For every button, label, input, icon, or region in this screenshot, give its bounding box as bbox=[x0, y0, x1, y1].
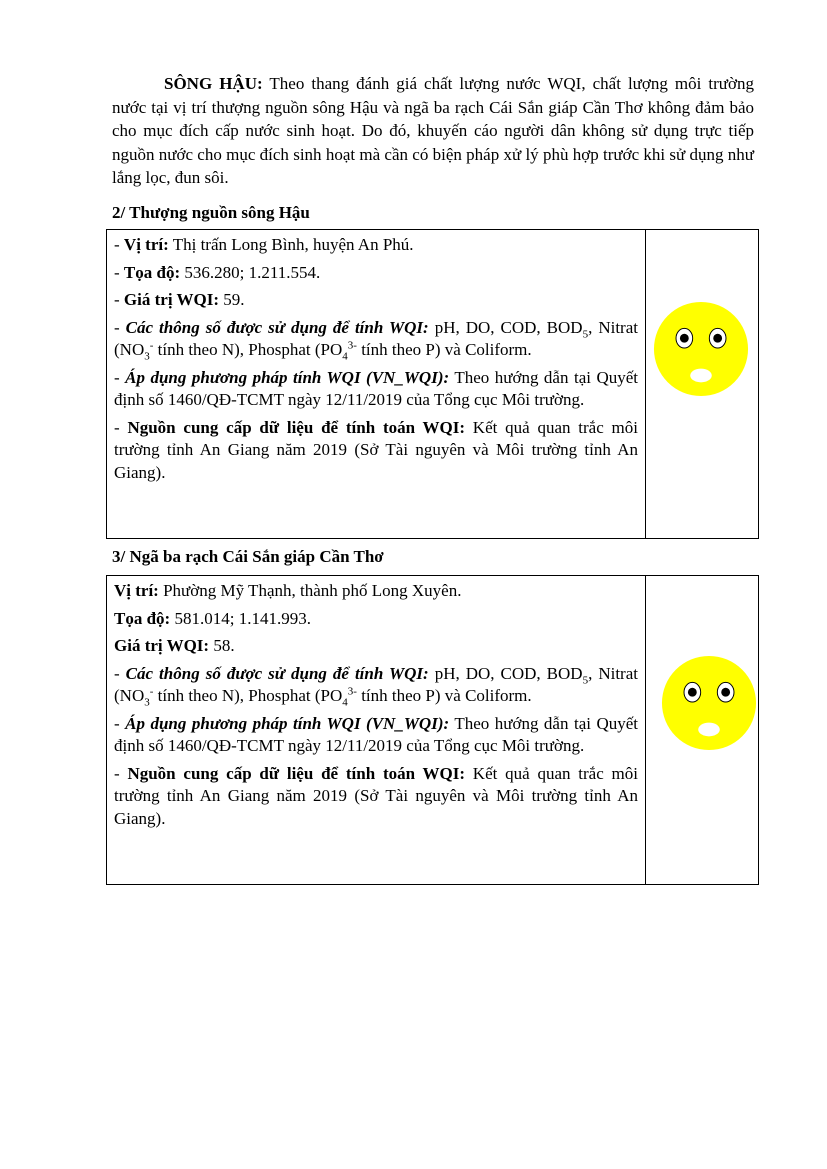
intro-paragraph bbox=[112, 72, 754, 190]
face-cell bbox=[646, 230, 758, 538]
method-label: Áp dụng phương pháp tính WQI (VN_WQI): bbox=[125, 367, 450, 387]
source-label: Nguồn cung cấp dữ liệu để tính toán WQI: bbox=[127, 417, 466, 437]
location-value: Phường Mỹ Thạnh, thành phố Long Xuyên. bbox=[158, 581, 462, 600]
method-value: Theo hướng dẫn tại Quyết định số 1460/QĐ-TCMT ngày 12/11/2019 của Tổng cục Môi trường. bbox=[114, 713, 638, 755]
source-value: Kết quả quan trắc môi trường tỉnh An Giang năm 2019 (Sở Tài nguyên và Môi trường tỉnh An Giang). bbox=[114, 763, 638, 828]
parameters-label: Các thông số được sử dụng để tính WQI: bbox=[125, 317, 429, 337]
source-value: Kết quả quan trắc môi trường tỉnh An Giang năm 2019 (Sở Tài nguyên và Môi trường tỉnh An Giang). bbox=[114, 417, 638, 482]
method-label: Áp dụng phương pháp tính WQI (VN_WQI): bbox=[125, 713, 450, 733]
location-label: Vị trí: bbox=[123, 235, 169, 254]
section-heading-upstream: 2/ Thượng nguồn sông Hậu bbox=[112, 203, 310, 222]
station-info bbox=[107, 230, 646, 538]
location-value: Thị trấn Long Bình, huyện An Phú. bbox=[168, 235, 414, 254]
method-value: Theo hướng dẫn tại Quyết định số 1460/QĐ-TCMT ngày 12/11/2019 của Tổng cục Môi trường. bbox=[114, 367, 638, 409]
surprised-face-icon bbox=[652, 300, 750, 398]
wqi-label: Giá trị WQI: bbox=[123, 290, 219, 309]
wqi-label: Giá trị WQI: bbox=[114, 636, 210, 655]
wqi-line: - Giá trị WQI: 59. bbox=[114, 290, 245, 309]
intro-label: SÔNG HẬU: bbox=[164, 74, 263, 93]
wqi-value: 58. bbox=[209, 636, 235, 655]
coordinate-line bbox=[114, 608, 638, 631]
method-line: - Áp dụng phương pháp tính WQI (VN_WQI): Theo hướng dẫn tại Quyết định số 1460/QĐ-TCMT ngày 12/11/2019 của Tổng cục Môi trường. bbox=[114, 367, 638, 409]
source-line: - Nguồn cung cấp dữ liệu để tính toán WQI: Kết quả quan trắc môi trường tỉnh An Giang năm 2019 (Sở Tài nguyên và Môi trường tỉnh An Giang). bbox=[114, 417, 638, 482]
coordinate-line: - Tọa độ: 536.280; 1.211.554. bbox=[114, 262, 321, 282]
coordinate-label: Tọa độ: bbox=[123, 262, 181, 282]
parameters-line: - Các thông số được sử dụng để tính WQI: pH, DO, COD, $BOD_5$, Nitrat ($NO_3^-$ tính theo N), Phosphat ($PO_4^{3-}$ tính theo P) và Coliform. bbox=[114, 663, 638, 709]
station-info bbox=[107, 576, 646, 884]
parameters-line: - Các thông số được sử dụng để tính WQI: pH, DO, COD, $BOD_5$, Nitrat ($NO_3^-$ tính theo N), Phosphat ($PO_4^{3-}$ tính theo P) và Coliform. bbox=[114, 317, 638, 363]
intro-text: Theo thang đánh giá chất lượng nước WQI, chất lượng môi trường nước tại vị trí thượng nguồn sông Hậu và ngã ba rạch Cái Sắn giáp Cần Thơ không đảm bảo cho mục đích cấp nước sinh hoạt. Do đó, khuyến cáo người dân không sử dụng trực tiếp nguồn nước cho mục đích sinh hoạt mà cần có biện pháp xử lý phù hợp trước khi sử dụng như lắng lọc, đun sôi. bbox=[112, 74, 754, 187]
wqi-value: 59. bbox=[219, 290, 245, 309]
station-card-junction bbox=[106, 575, 759, 885]
location-label: Vị trí: bbox=[114, 581, 159, 600]
coordinate-value: 581.014; 1.141.993. bbox=[170, 608, 311, 628]
coordinate-value: 536.280; 1.211.554. bbox=[180, 262, 321, 282]
station-card-upstream bbox=[106, 229, 759, 539]
coordinate-label: Tọa độ: bbox=[114, 608, 171, 628]
source-label: Nguồn cung cấp dữ liệu để tính toán WQI: bbox=[127, 763, 466, 783]
parameters-label: Các thông số được sử dụng để tính WQI: bbox=[125, 663, 429, 683]
location-line bbox=[114, 580, 638, 603]
source-line: - Nguồn cung cấp dữ liệu để tính toán WQI: Kết quả quan trắc môi trường tỉnh An Giang năm 2019 (Sở Tài nguyên và Môi trường tỉnh An Giang). bbox=[114, 763, 638, 828]
surprised-face-icon bbox=[660, 654, 758, 752]
location-line: - Vị trí: Thị trấn Long Bình, huyện An Phú. bbox=[114, 235, 414, 254]
method-line: - Áp dụng phương pháp tính WQI (VN_WQI): Theo hướng dẫn tại Quyết định số 1460/QĐ-TCMT ngày 12/11/2019 của Tổng cục Môi trường. bbox=[114, 713, 638, 755]
wqi-line bbox=[114, 635, 638, 658]
face-cell bbox=[646, 576, 758, 884]
section-heading-junction: 3/ Ngã ba rạch Cái Sắn giáp Cần Thơ bbox=[112, 547, 384, 566]
